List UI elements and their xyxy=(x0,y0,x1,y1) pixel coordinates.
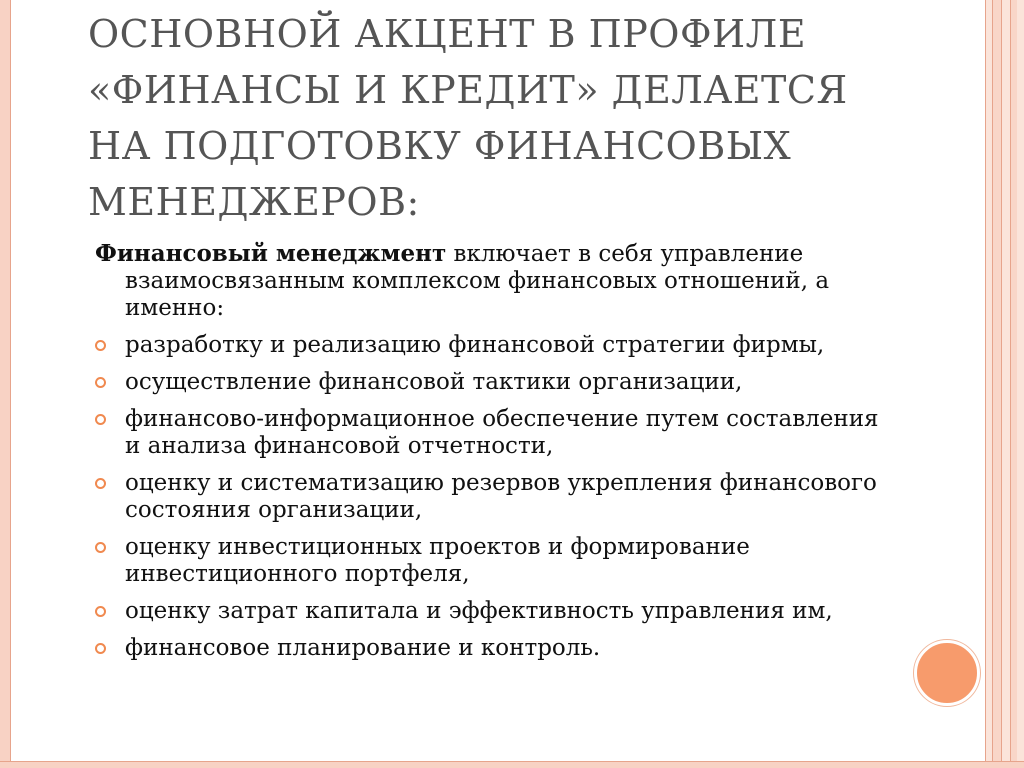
list-item-text: финансово-информационное обеспечение путем составления и анализа финансовой отчетности, xyxy=(125,406,879,459)
list-item-text: оценку затрат капитала и эффективность управления им, xyxy=(125,598,833,624)
hollow-circle-bullet-icon xyxy=(95,542,106,553)
list-item-text: оценку и систематизацию резервов укрепления финансового состояния организации, xyxy=(125,470,877,523)
intro-bold-term: Финансовый менеджмент xyxy=(95,240,447,267)
list-item-text: финансовое планирование и контроль. xyxy=(125,635,601,661)
slide-title: ОСНОВНОЙ АКЦЕНТ В ПРОФИЛЕ «ФИНАНСЫ И КРЕДИТ» ДЕЛАЕТСЯ НА ПОДГОТОВКУ ФИНАНСОВЫХ МЕНЕДЖЕРОВ: xyxy=(88,12,848,224)
left-frame-border xyxy=(0,0,10,768)
right-frame-border xyxy=(985,0,1024,768)
list-item xyxy=(95,598,895,625)
list-item xyxy=(95,406,895,460)
left-frame-line xyxy=(10,0,11,768)
list-item xyxy=(95,470,895,524)
hollow-circle-bullet-icon xyxy=(95,340,106,351)
hollow-circle-bullet-icon xyxy=(95,414,106,425)
bottom-frame-border xyxy=(0,761,1024,768)
orange-circle-decoration xyxy=(914,640,980,706)
intro-text: включает в себя управление взаимосвязанным комплексом финансовых отношений, а именно: xyxy=(125,241,830,321)
list-item xyxy=(95,369,895,396)
hollow-circle-bullet-icon xyxy=(95,643,106,654)
hollow-circle-bullet-icon xyxy=(95,606,106,617)
slide-body xyxy=(95,240,895,672)
list-item xyxy=(95,534,895,588)
hollow-circle-bullet-icon xyxy=(95,377,106,388)
list-item xyxy=(95,332,895,359)
bullet-list xyxy=(95,332,895,662)
list-item-text: разработку и реализацию финансовой стратегии фирмы, xyxy=(125,332,825,358)
right-frame-stripe xyxy=(992,0,1002,768)
list-item-text: осуществление финансовой тактики организации, xyxy=(125,369,743,395)
list-item-text: оценку инвестиционных проектов и формирование инвестиционного портфеля, xyxy=(125,534,750,587)
right-frame-stripe xyxy=(1010,0,1017,768)
list-item xyxy=(95,635,895,662)
intro-paragraph xyxy=(95,240,895,322)
hollow-circle-bullet-icon xyxy=(95,478,106,489)
